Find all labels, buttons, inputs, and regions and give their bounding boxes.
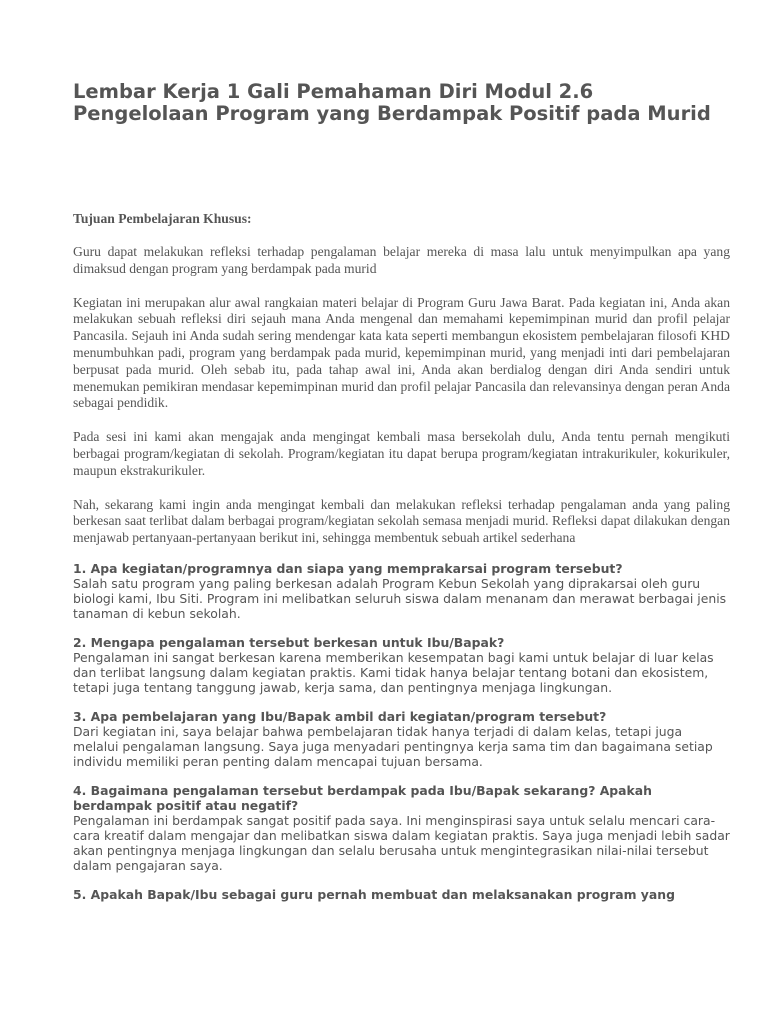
answer-4: Pengalaman ini berdampak sangat positif pada saya. Ini menginspirasi saya untuk selalu mencari cara-cara kreatif dalam mengajar dan melibatkan siswa dalam kegiatan praktis. Saya juga menjadi lebih sadar akan pentingnya menjaga lingkungan dan selalu berusaha untuk mengintegrasikan nilai-nilai tersebut dalam pengajaran saya. [73,812,730,873]
qa-item-1 [73,561,730,621]
qa-item-2 [73,635,730,695]
question-2: 2. Mengapa pengalaman tersebut berkesan untuk Ibu/Bapak? [73,634,505,650]
document-title: Lembar Kerja 1 Gali Pemahaman Diri Modul 2.6 Pengelolaan Program yang Berdampak Positif pada Murid [73,80,711,125]
question-1: 1. Apa kegiatan/programnya dan siapa yang memprakarsai program tersebut? [73,560,623,576]
section-heading: Tujuan Pembelajaran Khusus: [73,211,252,226]
paragraph-2: Kegiatan ini merupakan alur awal rangkaian materi belajar di Program Guru Jawa Barat. Pada kegiatan ini, Anda akan melakukan sebuah refleksi diri sejauh mana Anda mengenal dan memahami kepemimpinan murid dan profil pelajar Pancasila. Sejauh ini Anda sudah sering mendengar kata kata seperti membangun ekosistem pembelajaran filosofi KHD menumbuhkan padi, program yang berdampak pada murid, kepemimpinan murid, yang menjadi inti dari pembelajaran berpusat pada murid. Oleh sebab itu, pada tahap awal ini, Anda akan berdialog dengan diri Anda sendiri untuk menemukan pemikiran mendasar kepemimpinan murid dan profil pelajar Pancasila dan relevansinya dengan peran Anda sebagai pendidik. [73,294,730,411]
answer-3: Dari kegiatan ini, saya belajar bahwa pembelajaran tidak hanya terjadi di dalam kelas, tetapi juga melalui pengalaman langsung. Saya juga menyadari pentingnya kerja sama tim dan bagaimana setiap individu memiliki peran penting dalam mencapai tujuan bersama. [73,723,713,769]
question-4: 4. Bagaimana pengalaman tersebut berdampak pada Ibu/Bapak sekarang? Apakah berdampak positif atau negatif? [73,782,652,813]
qa-item-4 [73,783,730,873]
paragraph-3: Pada sesi ini kami akan mengajak anda mengingat kembali masa bersekolah dulu, Anda tentu pernah mengikuti berbagai program/kegiatan di sekolah. Program/kegiatan itu dapat berupa program/kegiatan intrakurikuler, kokurikuler, maupun ekstrakurikuler. [73,429,730,478]
answer-1: Salah satu program yang paling berkesan adalah Program Kebun Sekolah yang diprakarsai oleh guru biologi kami, Ibu Siti. Program ini melibatkan seluruh siswa dalam menanam dan merawat berbagai jenis tanaman di kebun sekolah. [73,575,727,621]
qa-item-5 [73,887,730,902]
document-page [73,0,730,902]
paragraph-4: Nah, sekarang kami ingin anda mengingat kembali dan melakukan refleksi terhadap pengalaman anda yang paling berkesan saat terlibat dalam berbagai program/kegiatan sekolah semasa menjadi murid. Refleksi dapat dilakukan dengan menjawab pertanyaan-pertanyaan berikut ini, sehingga membentuk sebuah artikel sederhana [73,496,730,546]
question-3: 3. Apa pembelajaran yang Ibu/Bapak ambil dari kegiatan/program tersebut? [73,708,607,724]
paragraph-1: Guru dapat melakukan refleksi terhadap pengalaman belajar mereka di masa lalu untuk menyimpulkan apa yang dimaksud dengan program yang berdampak pada murid [73,244,730,276]
question-5: 5. Apakah Bapak/Ibu sebagai guru pernah membuat dan melaksanakan program yang [73,886,675,902]
qa-item-3 [73,709,730,769]
answer-2: Pengalaman ini sangat berkesan karena memberikan kesempatan bagi kami untuk belajar di luar kelas dan terlibat langsung dalam kegiatan praktis. Kami tidak hanya belajar tentang botani dan ekosistem, tetapi juga tentang tanggung jawab, kerja sama, dan pentingnya menjaga lingkungan. [73,649,714,695]
